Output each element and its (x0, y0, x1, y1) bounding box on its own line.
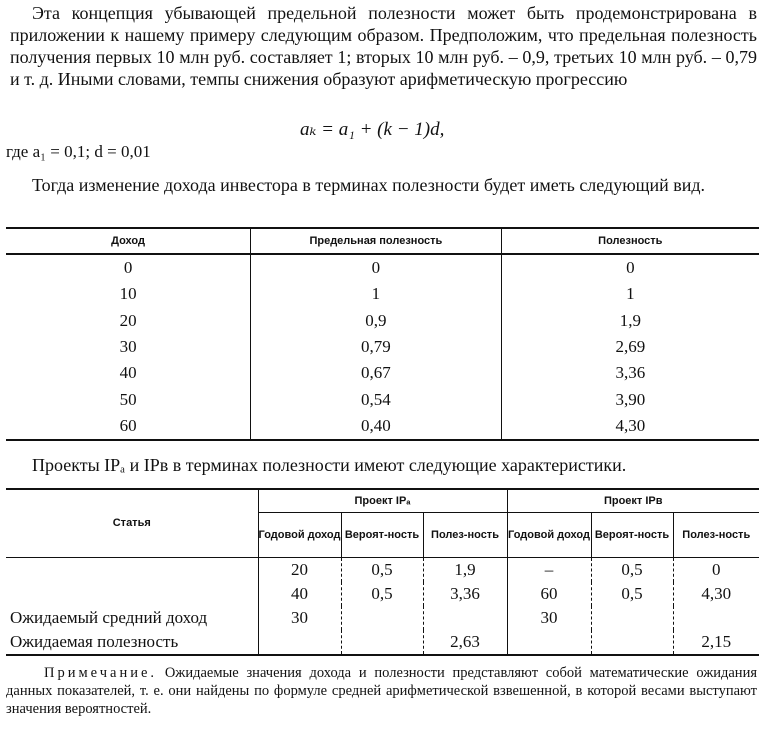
cell-item: Ожидаемая полезность (6, 630, 258, 655)
table-row (6, 558, 759, 583)
cell-utility: 1,9 (501, 308, 759, 334)
cell-annual-income-b: – (507, 558, 591, 583)
cell-income: 30 (119, 337, 137, 357)
footnote-text: Ожидаемые значения дохода и полезности представляют собой математические ожидания данных показателей, т. е. они найдены по формуле средней арифметической взвешенной, в которой весами выступают значения вероятностей. (6, 665, 757, 717)
formula-parameters: где a₁ = 0,1; d = 0,01 (6, 142, 151, 161)
utility-table (6, 227, 759, 441)
cell-marginal-utility: 0,40 (251, 413, 502, 440)
table-row (6, 254, 759, 281)
cell-marginal-utility: 0,79 (251, 334, 502, 360)
cell-probability-a (341, 630, 423, 655)
cell-item (6, 558, 258, 583)
cell-utility: 2,69 (501, 334, 759, 360)
cell-utility-a (423, 606, 507, 630)
cell-probability-b (591, 630, 673, 655)
cell-probability-a: 0,5 (341, 558, 423, 583)
cell-probability-a: 0,5 (341, 582, 423, 606)
cell-utility-b: 0 (673, 558, 759, 583)
cell-probability-b: 0,5 (591, 558, 673, 583)
cell-annual-income-a (258, 630, 341, 655)
cell-income: 20 (119, 310, 137, 330)
header-utility-a: Полез-ность (423, 513, 507, 558)
cell-income: 60 (6, 413, 251, 440)
table-row (6, 281, 759, 307)
table-row (6, 413, 759, 440)
header-project-b: Проект IPʙ (507, 489, 759, 513)
cell-utility-b: 4,30 (673, 582, 759, 606)
header-annual-income-b: Годовой доход (507, 513, 591, 558)
cell-utility-a: 2,63 (423, 630, 507, 655)
cell-marginal-utility: 0 (251, 254, 502, 281)
cell-marginal-utility: 0,67 (251, 360, 502, 386)
projects-table-header (6, 489, 759, 513)
cell-utility-a: 1,9 (423, 558, 507, 583)
cell-annual-income-a: 40 (258, 582, 341, 606)
cell-income: 40 (119, 363, 137, 383)
table-row (6, 308, 759, 334)
cell-utility-a: 3,36 (423, 582, 507, 606)
cell-income: 50 (119, 389, 137, 409)
cell-annual-income-a: 30 (258, 606, 341, 630)
header-project-a: Проект IPₐ (258, 489, 507, 513)
cell-utility: 4,30 (501, 413, 759, 440)
table-row (6, 386, 759, 412)
cell-probability-b (591, 606, 673, 630)
header-income: Доход (6, 228, 251, 254)
cell-annual-income-b: 30 (507, 606, 591, 630)
cell-utility-b: 2,15 (673, 630, 759, 655)
intro-paragraph: Эта концепция убывающей предельной полезности может быть продемонстрирована в приложении к нашему примеру следующим образом. Предположим, что предельная полезность получения первых 10 млн руб. составляет 1; вторых 10 млн руб. – 0,9, третьих 10 млн руб. – 0,79 и т. д. Иными словами, темпы снижения образуют арифметическую прогрессию (10, 3, 757, 89)
table1-intro-paragraph: Тогда изменение дохода инвестора в терминах полезности будет иметь следующий вид. (32, 175, 706, 195)
cell-income: 0 (123, 258, 133, 278)
header-item: Статья (6, 489, 258, 558)
cell-marginal-utility: 0,9 (251, 308, 502, 334)
projects-table (6, 488, 759, 656)
utility-table-header (6, 228, 759, 254)
table-row (6, 582, 759, 606)
cell-item (6, 582, 258, 606)
cell-utility: 1 (501, 281, 759, 307)
cell-probability-a (341, 606, 423, 630)
cell-utility-b (673, 606, 759, 630)
cell-income: 10 (119, 284, 137, 304)
cell-marginal-utility: 0,54 (251, 386, 502, 412)
cell-probability-b: 0,5 (591, 582, 673, 606)
header-probability-a: Вероят-ность (341, 513, 423, 558)
header-utility: Полезность (501, 228, 759, 254)
table2-intro-paragraph: Проекты IPₐ и IPʙ в терминах полезности имеют следующие характеристики. (32, 455, 627, 475)
table-row (6, 630, 759, 655)
header-annual-income-a: Годовой доход (258, 513, 341, 558)
cell-item: Ожидаемый средний доход (10, 608, 208, 627)
header-marginal-utility: Предельная полезность (251, 228, 502, 254)
cell-utility: 3,36 (501, 360, 759, 386)
table-row (6, 360, 759, 386)
cell-marginal-utility: 1 (251, 281, 502, 307)
cell-annual-income-b (507, 630, 591, 655)
cell-annual-income-a: 20 (258, 558, 341, 583)
header-utility-b: Полез-ность (673, 513, 759, 558)
cell-annual-income-b: 60 (507, 582, 591, 606)
footnote (6, 664, 757, 718)
footnote-label: Примечание. (44, 665, 158, 681)
cell-utility: 3,90 (501, 386, 759, 412)
table-row (6, 334, 759, 360)
header-probability-b: Вероят-ность (591, 513, 673, 558)
table-row (6, 606, 759, 630)
progression-formula: aₖ = a₁ + (k − 1)d, (300, 119, 445, 140)
cell-utility: 0 (501, 254, 759, 281)
